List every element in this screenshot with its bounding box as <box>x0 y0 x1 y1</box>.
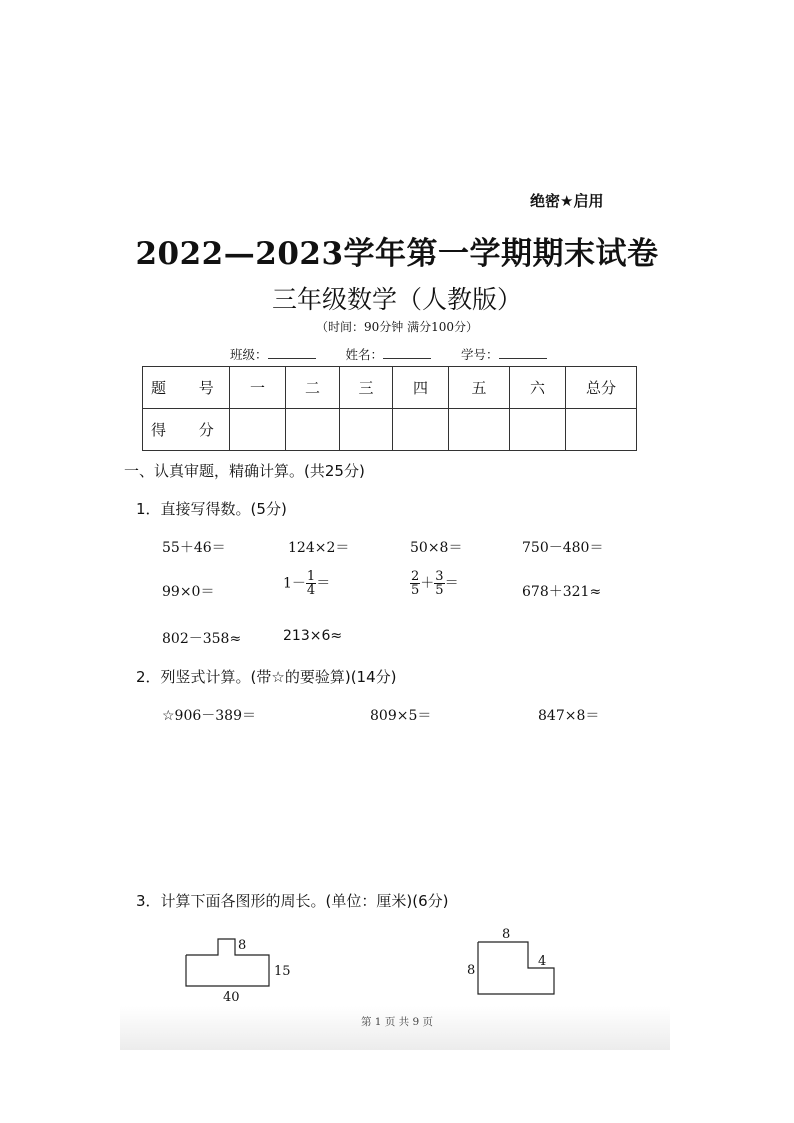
confidential-mark: 绝密★启用 <box>530 192 604 210</box>
frac-suffix: ＝ <box>444 575 459 592</box>
class-label: 班级： <box>230 347 268 362</box>
score-header-cell: 一 <box>230 367 286 409</box>
score-header-cell: 六 <box>510 367 566 409</box>
calc-item: 802－358≈ <box>162 631 242 647</box>
fraction: $\frac{3}{5}$ <box>435 569 444 598</box>
vertical-calc-item: 809×5＝ <box>370 708 432 724</box>
figure-1-bottom-label: 40 <box>223 990 240 1005</box>
page-number: 第 1 页 共 9 页 <box>360 1016 434 1028</box>
score-header-cell: 题 号 <box>143 367 230 409</box>
question-2-title: 2．列竖式计算。(带☆的要验算)(14分) <box>136 668 397 686</box>
section-1-title: 一、认真审题，精确计算。(共25分) <box>124 462 365 480</box>
figure-1-top-label: 8 <box>238 938 247 953</box>
calc-item: 50×8＝ <box>410 540 463 556</box>
figure-1 <box>186 938 291 1005</box>
figure-2 <box>467 927 554 994</box>
exam-title: 2022—2023学年第一学期期末试卷 <box>135 236 659 272</box>
calc-item: 750－480＝ <box>522 540 604 556</box>
vertical-calc-item: 847×8＝ <box>538 708 600 724</box>
vertical-calc-item: ☆906－389＝ <box>162 708 256 724</box>
score-header-cell: 二 <box>286 367 340 409</box>
figure-2-left-label: 8 <box>467 963 476 978</box>
score-row-label: 得 分 <box>143 409 230 451</box>
calc-item: 99×0＝ <box>162 584 215 600</box>
fraction: $\frac{2}{5}$ <box>411 569 420 598</box>
question-3-title: 3．计算下面各图形的周长。(单位：厘米)(6分) <box>136 892 449 910</box>
name-label: 姓名： <box>345 347 384 362</box>
figure-2-step-label: 4 <box>538 954 547 969</box>
figure-2-top-label: 8 <box>502 927 511 942</box>
calc-item: 55＋46＝ <box>162 540 226 556</box>
calc-item: 124×2＝ <box>288 540 350 556</box>
frac-op: ＋ <box>420 575 435 592</box>
number-label: 学号： <box>461 347 499 362</box>
time-info: （时间：90分钟 满分100分） <box>316 320 478 334</box>
score-header-cell: 四 <box>393 367 449 409</box>
question-1-title: 1．直接写得数。(5分) <box>136 500 287 518</box>
exam-subtitle: 三年级数学（人教版） <box>271 285 522 314</box>
frac-suffix: ＝ <box>316 575 331 592</box>
fraction: $\frac{1}{4}$ <box>306 569 316 598</box>
calc-item: 678＋321≈ <box>522 584 602 600</box>
score-header-cell: 三 <box>340 367 393 409</box>
score-header-cell: 五 <box>449 367 510 409</box>
figure-1-shape <box>186 939 269 986</box>
score-header-cell: 总分 <box>566 367 637 409</box>
frac-prefix: 1－ <box>283 575 306 592</box>
calc-item: 213×6≈ <box>283 628 343 644</box>
figure-1-right-label: 15 <box>274 964 291 979</box>
